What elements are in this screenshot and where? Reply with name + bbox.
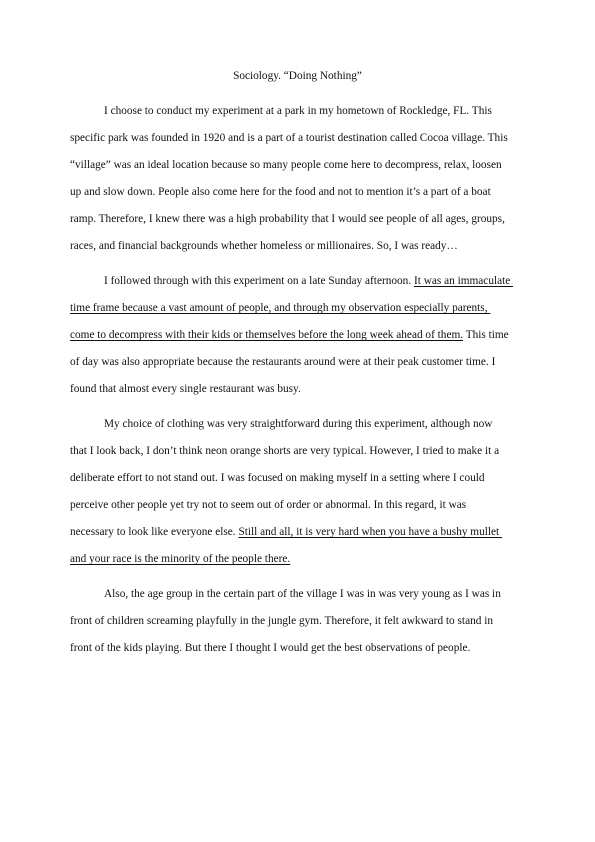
paragraph-2-line-2 bbox=[70, 301, 490, 315]
paragraph-3-line-2: that I look back, I don’t think neon orange shorts are very typical. However, I tried to make it a bbox=[70, 445, 500, 457]
paragraph-3-line-5 bbox=[70, 525, 502, 539]
paragraph-3-line-4: perceive other people yet try not to seem out of order or abnormal. In this regard, it was bbox=[70, 499, 467, 511]
paragraph-3-line-1: My choice of clothing was very straightforward during this experiment, although now bbox=[104, 418, 493, 430]
document-title: Sociology. “Doing Nothing” bbox=[233, 70, 362, 82]
underlined-text: It was an immaculate bbox=[413, 275, 514, 287]
paragraph-2-line-4: of day was also appropriate because the restaurants around were at their peak customer time. I bbox=[70, 356, 496, 368]
paragraph-1-line-2: specific park was founded in 1920 and is a part of a tourist destination called Cocoa village. This bbox=[70, 132, 508, 144]
paragraph-3-line-3: deliberate effort to not stand out. I was focused on making myself in a setting where I could bbox=[70, 472, 485, 484]
underlined-text: and your race is the minority of the people there. bbox=[70, 553, 291, 565]
paragraph-1-line-4: up and slow down. People also come here for the food and not to mention it’s a part of a boat bbox=[70, 186, 491, 198]
underlined-text: time frame because a vast amount of people, and through my observation especially parents, bbox=[70, 302, 491, 314]
paragraph-4-line-1: Also, the age group in the certain part of the village I was in was very young as I was in bbox=[104, 588, 501, 600]
paragraph-1-line-5: ramp. Therefore, I knew there was a high probability that I would see people of all ages, groups, bbox=[70, 213, 505, 225]
paragraph-4-line-2: front of children screaming playfully in the jungle gym. Therefore, it felt awkward to stand in bbox=[70, 615, 493, 627]
plain-text: This time bbox=[463, 329, 509, 341]
underlined-text: Still and all, it is very hard when you have a bushy mullet bbox=[238, 526, 502, 538]
plain-text: I followed through with this experiment on a late Sunday afternoon. bbox=[104, 275, 414, 287]
paragraph-2-line-5: found that almost every single restaurant was busy. bbox=[70, 383, 301, 395]
paragraph-1-line-3: “village” was an ideal location because so many people come here to decompress, relax, loosen bbox=[70, 159, 502, 171]
paragraph-2-line-1 bbox=[104, 274, 513, 288]
underlined-text: come to decompress with their kids or themselves before the long week ahead of them. bbox=[70, 329, 464, 341]
paragraph-3-line-6 bbox=[70, 552, 290, 566]
paragraph-1-line-1: I choose to conduct my experiment at a park in my hometown of Rockledge, FL. This bbox=[104, 105, 492, 117]
plain-text: necessary to look like everyone else. bbox=[70, 526, 239, 538]
paragraph-2-line-3 bbox=[70, 328, 509, 342]
paragraph-4-line-3: front of the kids playing. But there I thought I would get the best observations of people. bbox=[70, 642, 471, 654]
paragraph-1-line-6: races, and financial backgrounds whether homeless or millionaires. So, I was ready… bbox=[70, 240, 458, 252]
